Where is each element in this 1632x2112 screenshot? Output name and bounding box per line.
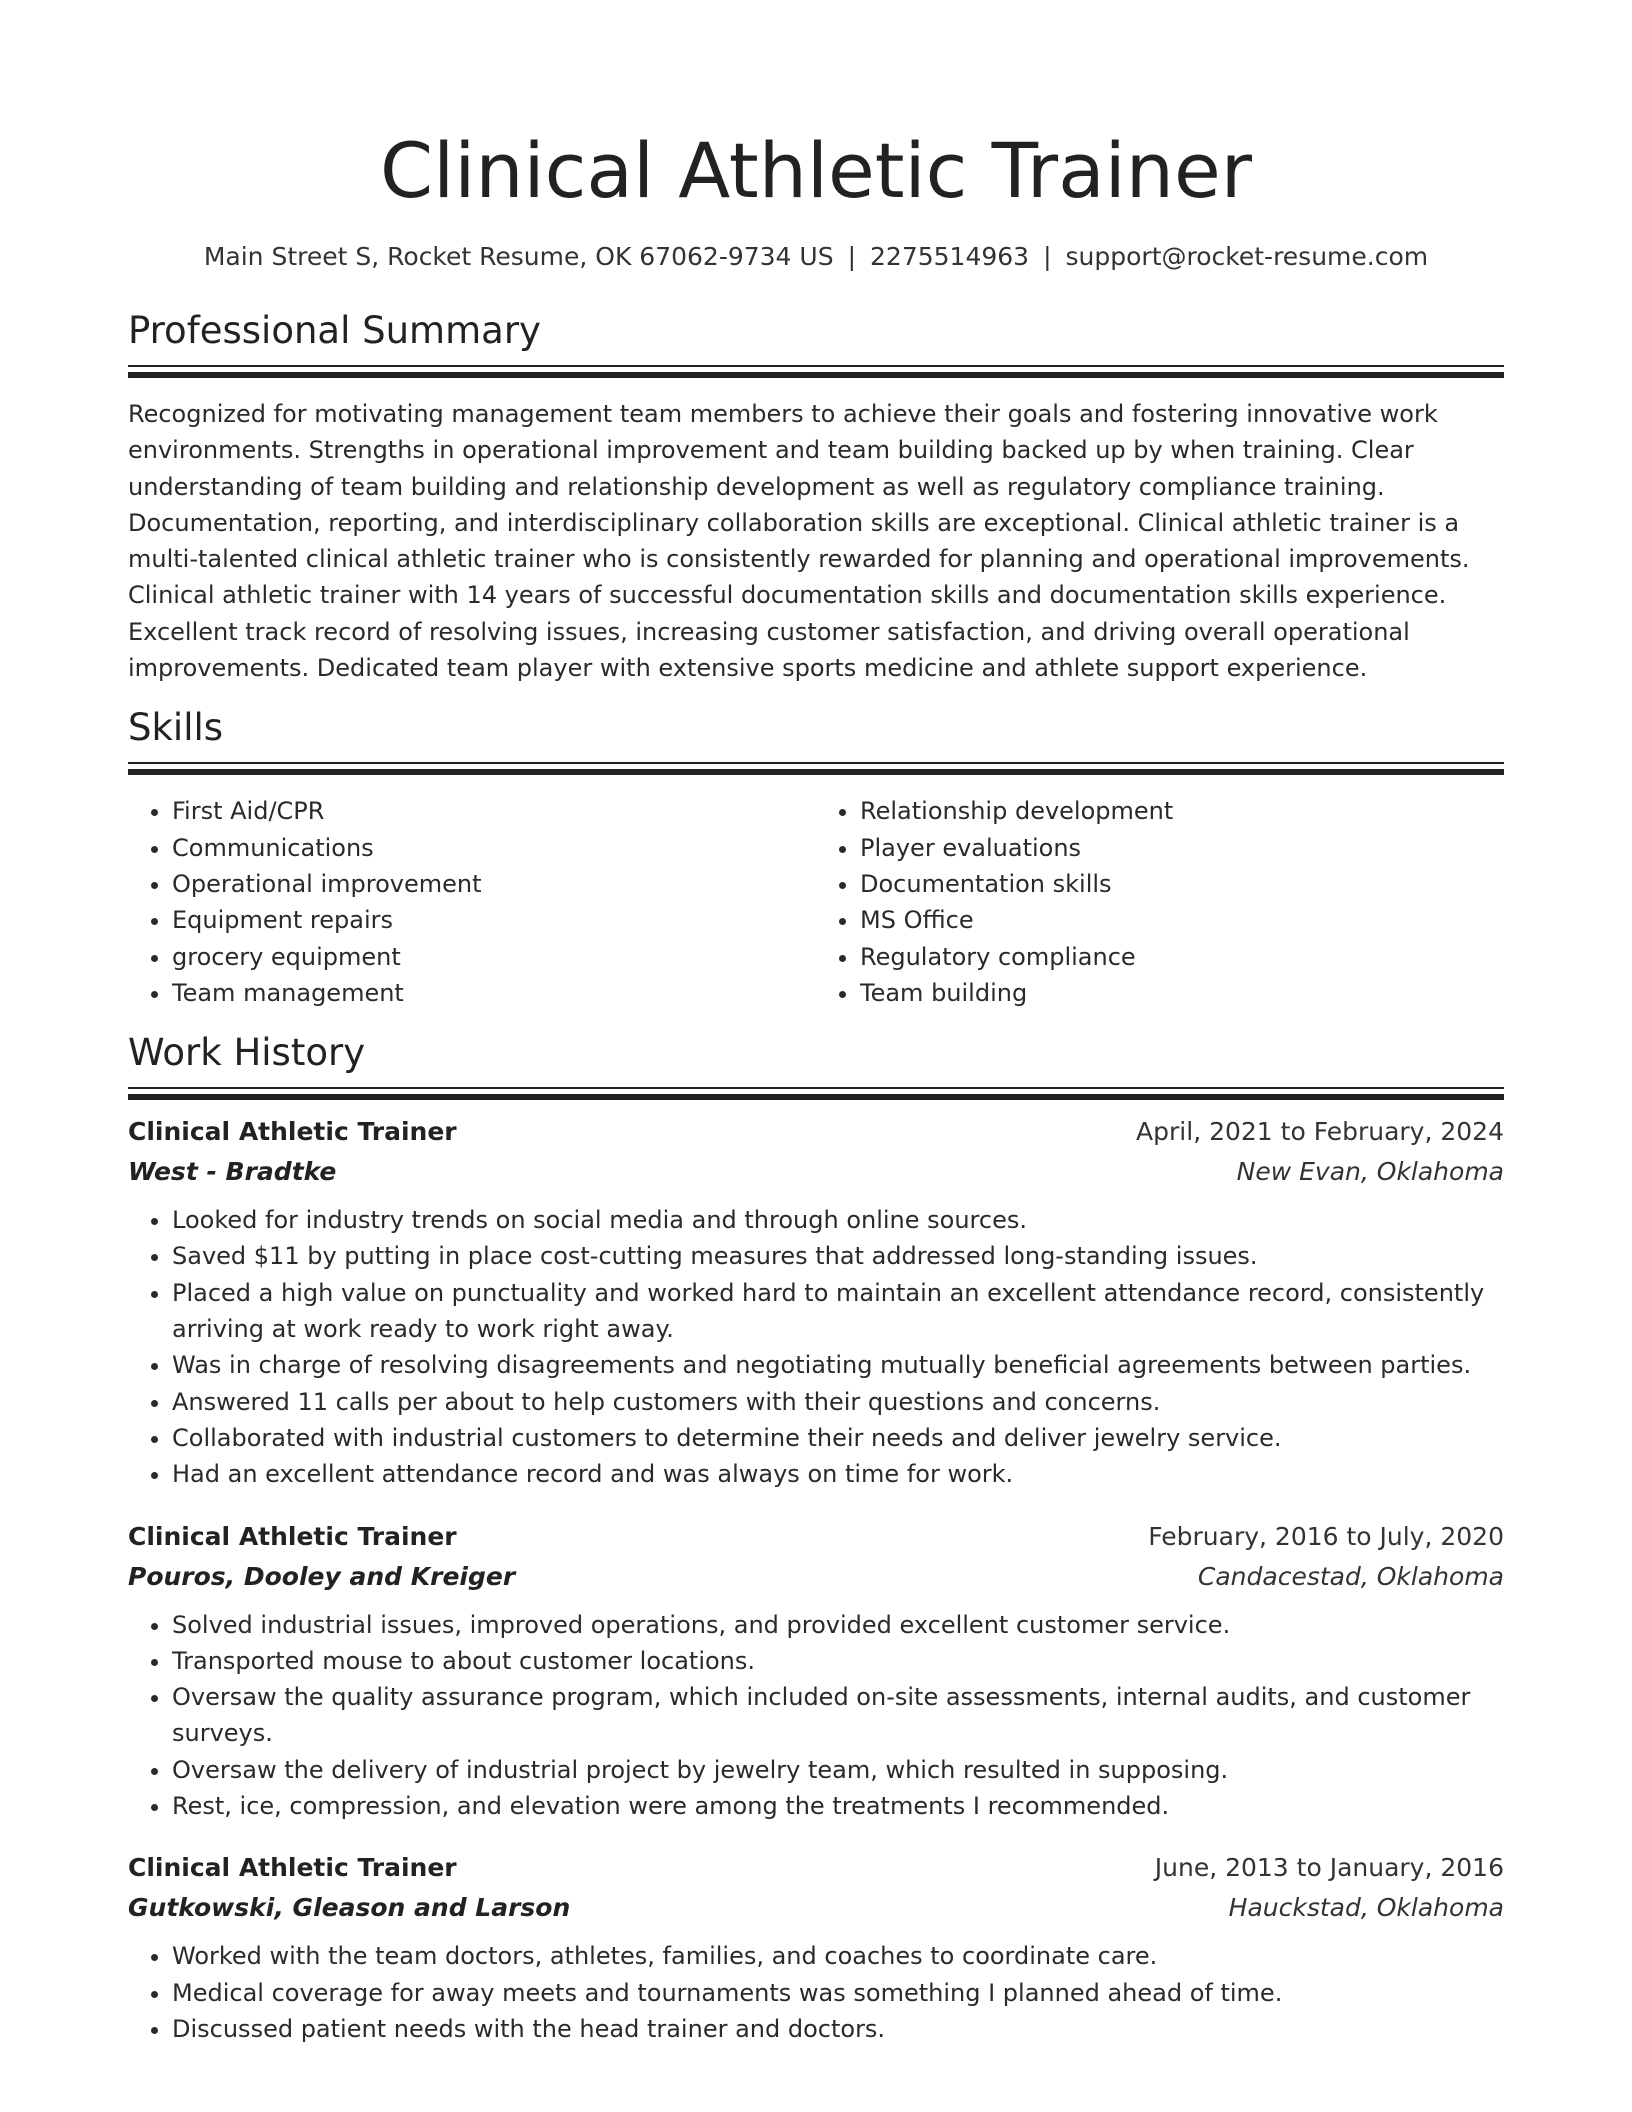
section-divider: [128, 365, 1504, 377]
contact-line: [128, 240, 1504, 274]
skills-list-right: [816, 793, 1504, 1011]
job-bullets: [128, 1202, 1504, 1492]
job-entry: [128, 1848, 1504, 2047]
skill-item: • Regulatory compliance: [860, 939, 1504, 975]
summary-heading: Professional Summary: [128, 309, 541, 352]
job-bullet: • Oversaw the delivery of industrial project by jewelry team, which resulted in supposing.: [172, 1752, 1504, 1788]
job-bullet: • Collaborated with industrial customers to determine their needs and deliver jewelry service.: [172, 1420, 1504, 1456]
section-divider: [128, 762, 1504, 774]
job-bullet: • Oversaw the quality assurance program, which included on-site assessments, internal audits, and customer surveys.: [172, 1679, 1504, 1752]
job-dates: February, 2016 to July, 2020: [1148, 1521, 1504, 1551]
contact-address: Main Street S, Rocket Resume, OK 67062-9734 US: [203, 242, 834, 271]
job-dates: April, 2021 to February, 2024: [1136, 1117, 1504, 1147]
job-bullet: • Was in charge of resolving disagreements and negotiating mutually beneficial agreements between parties.: [172, 1347, 1504, 1383]
skill-item: • Team management: [172, 975, 816, 1011]
job-bullet: • Had an excellent attendance record and was always on time for work.: [172, 1456, 1504, 1492]
job-bullet: • Worked with the team doctors, athletes, families, and coaches to coordinate care.: [172, 1938, 1504, 1974]
job-company: Pouros, Dooley and Kreiger: [128, 1561, 516, 1591]
skill-item: • Operational improvement: [172, 866, 816, 902]
contact-separator: |: [1043, 242, 1052, 271]
job-title: Clinical Athletic Trainer: [128, 1521, 457, 1551]
skills-section: [128, 704, 1504, 1011]
work-history-section: [128, 1029, 1504, 2047]
job-bullet: • Looked for industry trends on social media and through online sources.: [172, 1202, 1504, 1238]
skill-item: • Documentation skills: [860, 866, 1504, 902]
job-title: Clinical Athletic Trainer: [128, 1853, 457, 1883]
skill-item: • grocery equipment: [172, 939, 816, 975]
job-bullet: • Solved industrial issues, improved operations, and provided excellent customer service.: [172, 1607, 1504, 1643]
job-dates: June, 2013 to January, 2016: [1154, 1853, 1504, 1883]
skills-list-left: [128, 793, 816, 1011]
work-history-heading: Work History: [128, 1031, 366, 1075]
skills-heading: Skills: [128, 706, 224, 750]
skill-item: • Equipment repairs: [172, 902, 816, 938]
job-bullet: • Placed a high value on punctuality and worked hard to maintain an excellent attendance record, consistently arriving at work ready to work right away.: [172, 1275, 1504, 1348]
job-bullet: • Medical coverage for away meets and tournaments was something I planned ahead of time.: [172, 1975, 1504, 2011]
skill-item: • Relationship development: [860, 793, 1504, 829]
job-bullet: • Rest, ice, compression, and elevation were among the treatments I recommended.: [172, 1788, 1504, 1824]
skill-item: • Communications: [172, 830, 816, 866]
job-entry: [128, 1112, 1504, 1492]
summary-text: Recognized for motivating management team members to achieve their goals and fostering innovative work environments. Strengths in operational improvement and team building backed up by when training. Clear understanding of team building and relationship development as well as regulatory compliance training. Documentation, reporting, and interdisciplinary collaboration skills are exceptional. Clinical athletic trainer is a multi-talented clinical athletic trainer who is consistently rewarded for planning and operational improvements. Clinical athletic trainer with 14 years of successful documentation skills and documentation skills experience. Excellent track record of resolving issues, increasing customer satisfaction, and driving overall operational improvements. Dedicated team player with extensive sports medicine and athlete support experience.: [128, 400, 1470, 683]
job-location: Hauckstad, Oklahoma: [1228, 1893, 1504, 1923]
skill-item: • Team building: [860, 975, 1504, 1011]
job-company: West - Bradtke: [128, 1157, 337, 1187]
job-title: Clinical Athletic Trainer: [128, 1117, 457, 1147]
job-bullet: • Answered 11 calls per about to help customers with their questions and concerns.: [172, 1384, 1504, 1420]
job-bullet: • Discussed patient needs with the head trainer and doctors.: [172, 2011, 1504, 2047]
job-bullet: • Transported mouse to about customer locations.: [172, 1643, 1504, 1679]
contact-phone: 2275514963: [870, 242, 1030, 271]
job-location: New Evan, Oklahoma: [1236, 1157, 1504, 1187]
skill-item: • Player evaluations: [860, 830, 1504, 866]
skills-columns: [128, 793, 1504, 1011]
job-company: Gutkowski, Gleason and Larson: [128, 1893, 571, 1923]
job-bullets: [128, 1607, 1504, 1825]
job-bullet: • Saved $11 by putting in place cost-cutting measures that addressed long-standing issues.: [172, 1238, 1504, 1274]
summary-section: [128, 307, 1504, 686]
resume-name: Clinical Athletic Trainer: [380, 126, 1252, 215]
skill-item: • MS Office: [860, 902, 1504, 938]
job-entry: [128, 1517, 1504, 1825]
job-bullets: [128, 1938, 1504, 2047]
section-divider: [128, 1087, 1504, 1099]
contact-email: support@rocket-resume.com: [1065, 242, 1429, 271]
job-location: Candacestad, Oklahoma: [1197, 1561, 1504, 1591]
skill-item: • First Aid/CPR: [172, 793, 816, 829]
contact-separator: |: [847, 242, 857, 271]
